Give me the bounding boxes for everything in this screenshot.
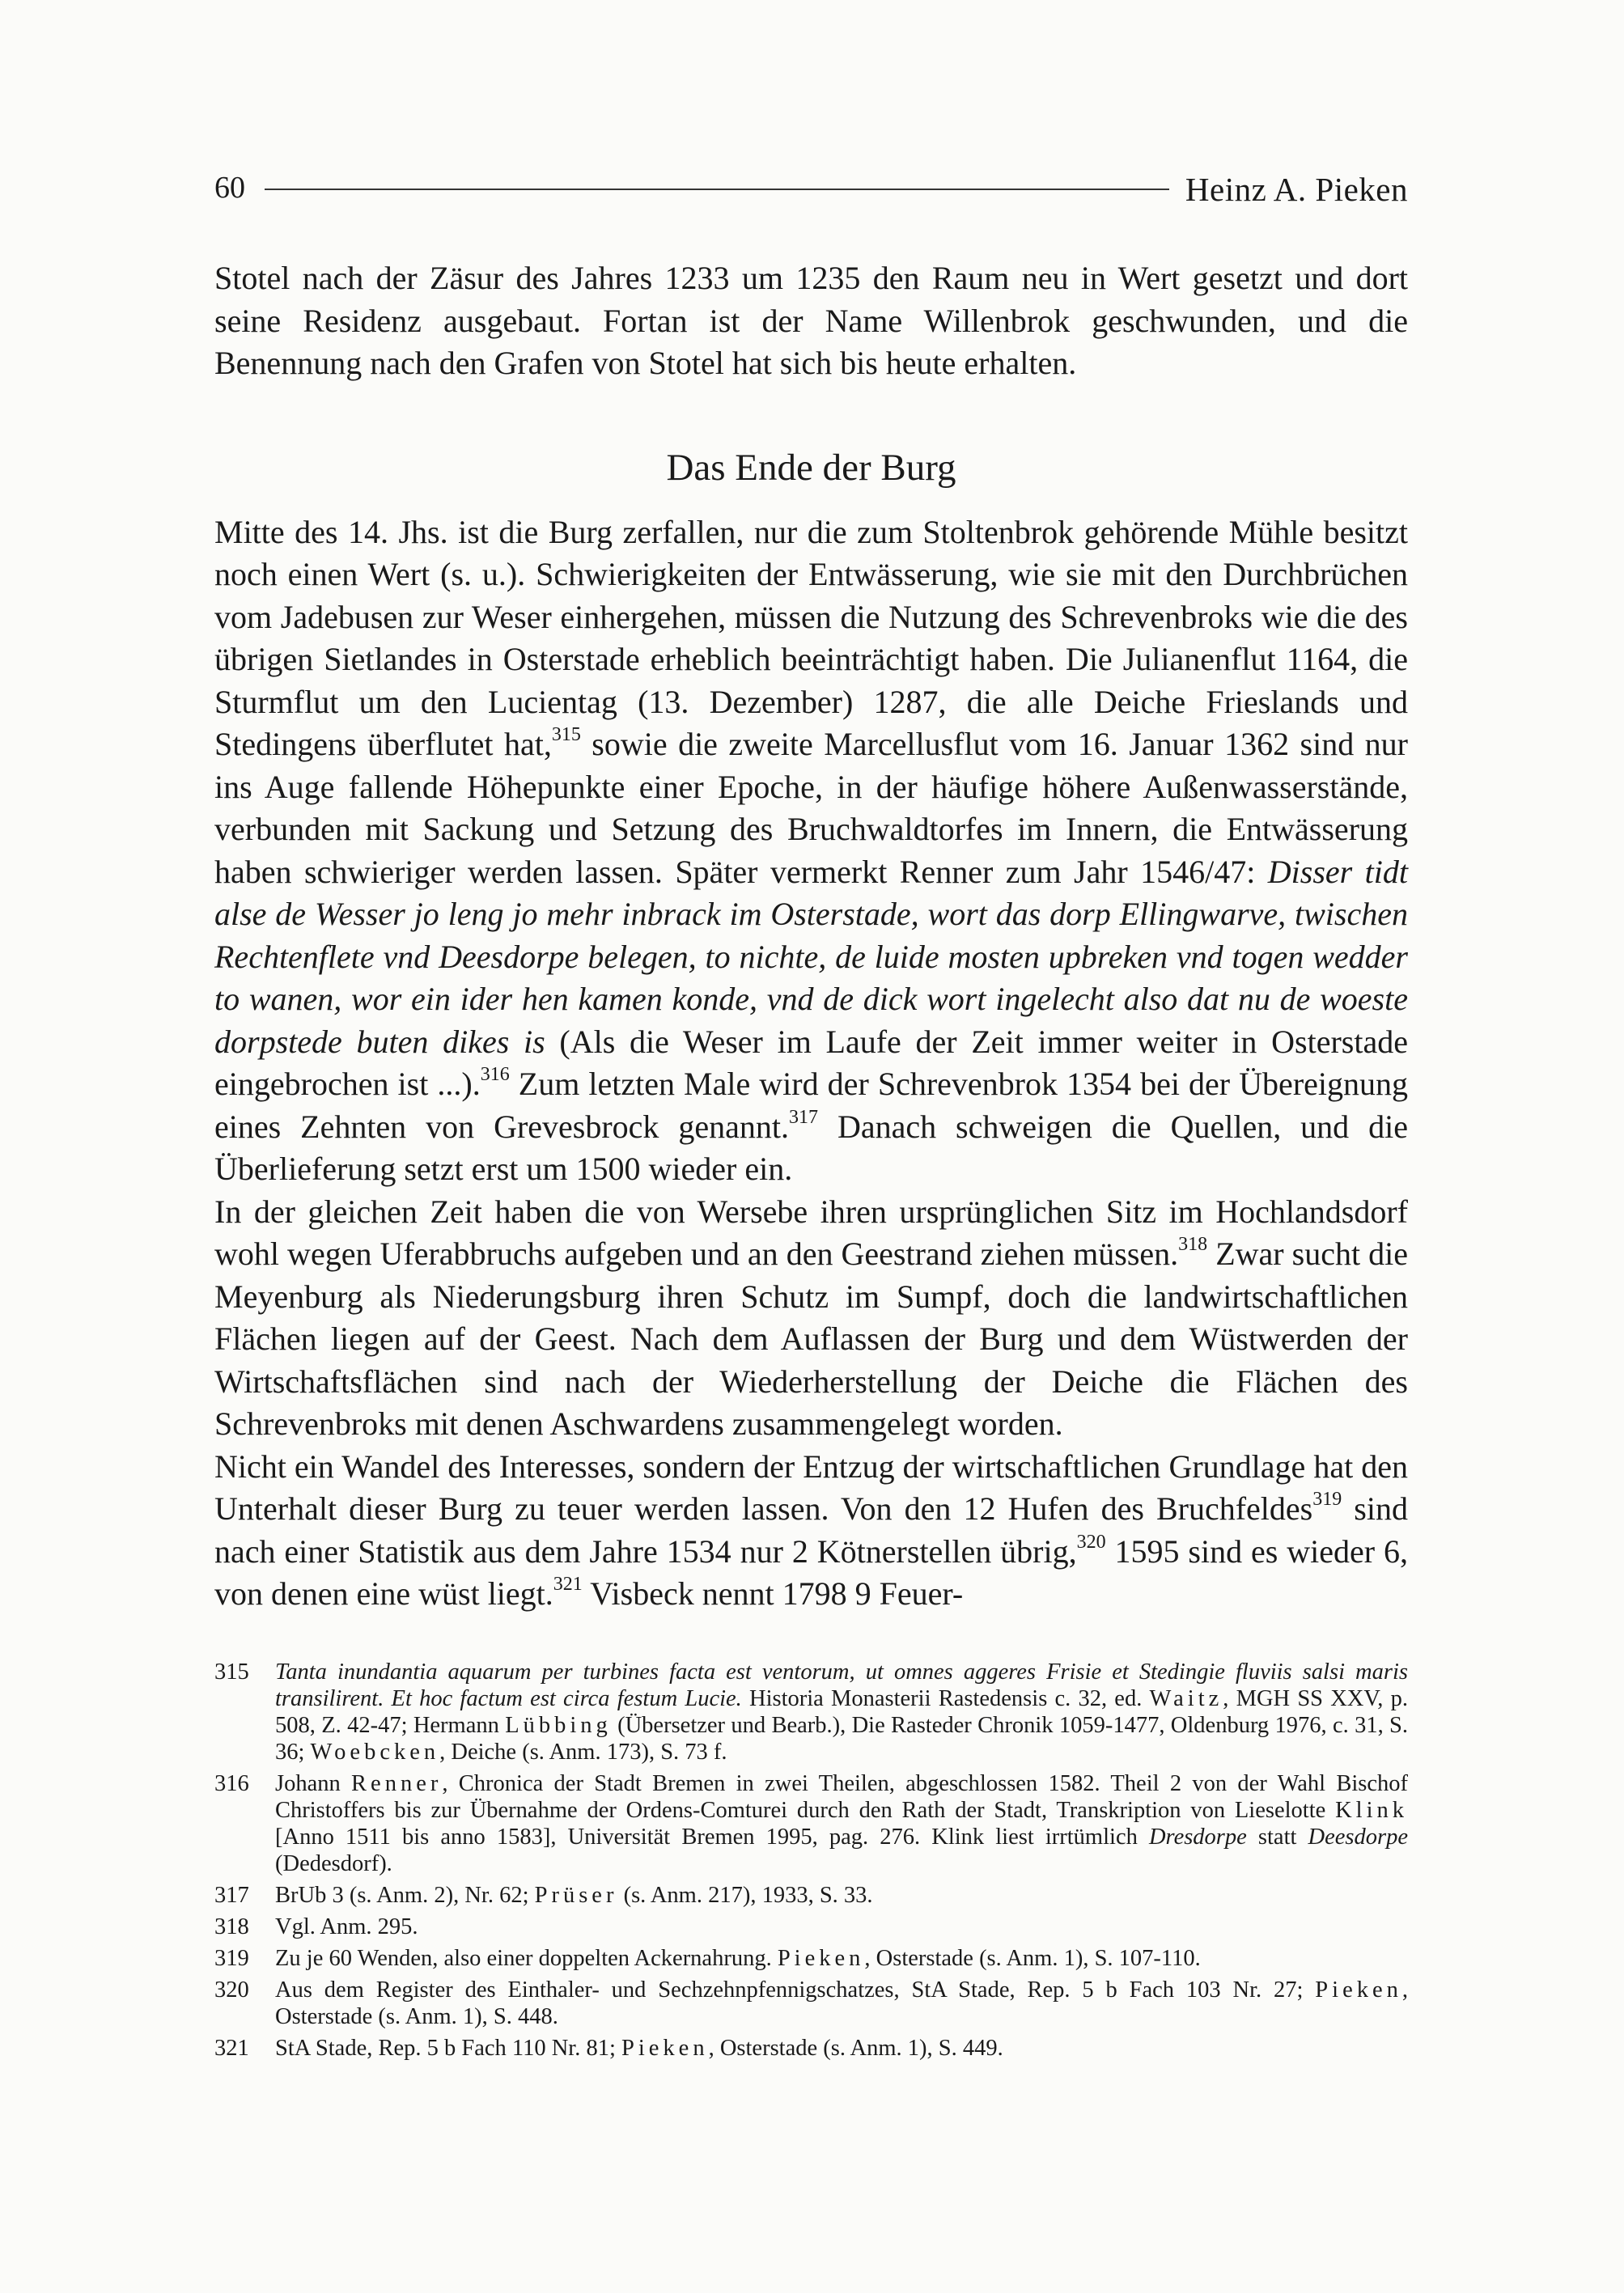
footnote-number: 318 [214, 1914, 249, 1939]
author-name: Klink [1335, 1798, 1408, 1823]
footnotes [214, 1659, 1408, 2066]
paragraph-3-text-c: 1595 sind es wieder 6, von denen eine wüst liegt. [214, 1532, 1409, 1612]
paragraph-1-text-c: (Als die Weser im Laufe der Zeit immer weiter in Osterstade eingebrochen ist ...). [214, 1023, 1408, 1102]
page-number: 60 [214, 171, 245, 205]
footnote-text: , Osterstade (s. Anm. 1), S. 448. [275, 1977, 1408, 2029]
footnote-ref-319[interactable]: 319 [1312, 1489, 1342, 1510]
footnote-315 [214, 1659, 1408, 1765]
footnote-text: Vgl. Anm. 295. [275, 1914, 418, 1939]
paragraph-2-text-b: Zwar sucht die Meyenburg als Niederungsburg ihren Schutz im Sumpf, doch die landwirtschaftlichen Flächen liegen auf der Geest. Nach dem Auflassen der Burg und dem Wüstwerden der Wirtschaftsflächen sind nach der Wiederherstellung der Deiche die Flächen des Schrevenbroks mit denen Aschwardens zusammengelegt worden. [214, 1236, 1408, 1442]
author-name: Lübbing [505, 1713, 612, 1738]
footnote-text: (Dedesdorf). [275, 1851, 392, 1876]
footnote-ref-317[interactable]: 317 [789, 1106, 818, 1128]
footnote-number: 321 [214, 2036, 249, 2061]
paragraph-3-text-d: Visbeck nennt 1798 9 Feuer- [582, 1575, 964, 1612]
footnote-ref-316[interactable]: 316 [480, 1064, 510, 1085]
footnote-latin-quote: Tanta inundantia aquarum per turbines facta est ventorum, ut omnes aggeres Frisie et Stedingie fluviis salsi maris transilirent. Et hoc factum est circa festum Lucie. [275, 1659, 1408, 1711]
footnote-318 [214, 1914, 1408, 1940]
paragraph-1 [214, 511, 1408, 1191]
author-name: Pieken [1315, 1977, 1402, 2003]
footnote-text: , Chronica der Stadt Bremen in zwei Theilen, abgeschlossen 1582. Theil 2 von der Wahl Bischof Christoffers bis zur Übernahme der Ordens-Comturei durch den Rath der Stadt, Transkription von Lieselotte [275, 1771, 1408, 1823]
author-name: Pieken [777, 1946, 865, 1971]
footnote-italic: Dresdorpe [1148, 1825, 1247, 1850]
paragraph-3 [214, 1446, 1408, 1616]
author-name: Pieken [621, 2036, 709, 2061]
footnote-319 [214, 1945, 1408, 1972]
footnote-number: 316 [214, 1771, 249, 1796]
footnote-text: , Osterstade (s. Anm. 1), S. 107-110. [864, 1946, 1201, 1971]
footnote-text: Johann [275, 1771, 352, 1796]
author-name: Renner [351, 1771, 443, 1796]
footnote-text: Aus dem Register des Einthaler- und Sechzehnpfennigschatzes, StA Stade, Rep. 5 b Fach 103 Nr. 27; [275, 1977, 1316, 2003]
author-name: Prüser [534, 1883, 618, 1908]
footnote-text: , MGH SS XXV, p. 508, Z. 42-47; Hermann [275, 1686, 1408, 1738]
footnote-ref-315[interactable]: 315 [551, 724, 581, 745]
author-name: Waitz [1149, 1686, 1223, 1711]
paragraph-3-text-a: Nicht ein Wandel des Interesses, sondern der Entzug der wirtschaftlichen Grundlage hat den Unterhalt dieser Burg zu teuer werden lassen. Von den 12 Hufen des Bruchfeldes [214, 1447, 1408, 1527]
footnote-number: 315 [214, 1659, 249, 1685]
paragraph-3-text-b: sind nach einer Statistik aus dem Jahre 1534 nur 2 Kötnerstellen übrig, [214, 1490, 1408, 1570]
paragraph-1-text-a: Mitte des 14. Jhs. ist die Burg zerfallen, nur die zum Stoltenbrok gehörende Mühle besitzt noch einen Wert (s. u.). Schwierigkeiten der Entwässerung, wie sie mit den Durchbrüchen vom Jadebusen zur Weser einhergehen, müssen die Nutzung des Schrevenbroks wie die des übrigen Sietlandes in Osterstade erheblich beeinträchtigt haben. Die Julianenflut 1164, die Sturmflut um den Lucientag (13. Dezember) 1287, die alle Deiche Frieslands und Stedingens überflutet hat, [214, 513, 1408, 762]
footnote-italic: Deesdorpe [1308, 1825, 1408, 1850]
running-head-author: Heinz A. Pieken [1185, 171, 1408, 208]
footnote-316 [214, 1770, 1408, 1877]
paragraph-1-text-d: Zum letzten Male wird der Schrevenbrok 1354 bei der Übereignung eines Zehnten von Grevesbrock genannt. [214, 1066, 1409, 1145]
footnote-text: Historia Monasterii Rastedensis c. 32, ed. [741, 1686, 1150, 1711]
footnote-number: 317 [214, 1883, 249, 1908]
footnote-320 [214, 1977, 1408, 2030]
paragraph-1-text-b: sowie die zweite Marcellusflut vom 16. Januar 1362 sind nur ins Auge fallende Höhepunkte einer Epoche, in der häufige höhere Außenwasserstände, verbunden mit Sackung und Setzung des Bruchwaldtorfes im Innern, die Entwässerung haben schwieriger werden lassen. Später vermerkt Renner zum Jahr 1546/47: [214, 726, 1408, 890]
paragraph-2 [214, 1191, 1408, 1446]
footnote-text: BrUb 3 (s. Anm. 2), Nr. 62; [275, 1883, 535, 1908]
footnote-text: [Anno 1511 bis anno 1583], Universität Bremen 1995, pag. 276. Klink liest irrtümlich [275, 1825, 1149, 1850]
footnote-text: statt [1246, 1825, 1308, 1850]
main-text [214, 257, 1408, 1616]
footnote-ref-318[interactable]: 318 [1178, 1234, 1208, 1255]
footnote-321 [214, 2035, 1408, 2062]
footnote-text: , Deiche (s. Anm. 173), S. 73 f. [439, 1740, 727, 1765]
footnote-text: , Osterstade (s. Anm. 1), S. 449. [708, 2036, 1003, 2061]
paragraph-1-text-e: Danach schweigen die Quellen, und die Überlieferung setzt erst um 1500 wieder ein. [214, 1108, 1408, 1187]
section-heading: Das Ende der Burg [666, 446, 956, 489]
running-header [214, 170, 1408, 210]
intro-paragraph: Stotel nach der Zäsur des Jahres 1233 um 1235 den Raum neu in Wert gesetzt und dort seine Residenz ausgebaut. Fortan ist der Name Willenbrok geschwunden, und die Benennung nach den Grafen von Stotel hat sich bis heute erhalten. [214, 260, 1408, 381]
footnote-text: Zu je 60 Wenden, also einer doppelten Ackernahrung. [275, 1946, 778, 1971]
footnote-text: (s. Anm. 217), 1933, S. 33. [617, 1883, 873, 1908]
footnote-number: 320 [214, 1977, 249, 2003]
author-name: Woebcken [310, 1740, 440, 1765]
footnote-text: (Übersetzer und Bearb.), Die Rasteder Chronik 1059-1477, Oldenburg 1976, c. 31, S. 36; [275, 1713, 1408, 1765]
footnote-number: 319 [214, 1946, 249, 1971]
footnote-text: StA Stade, Rep. 5 b Fach 110 Nr. 81; [275, 2036, 622, 2061]
header-rule [265, 189, 1169, 190]
footnote-ref-321[interactable]: 321 [553, 1574, 583, 1595]
renner-quote: Disser tidt alse de Wesser jo leng jo mehr inbrack im Osterstade, wort das dorp Ellingwarve, twischen Rechtenflete vnd Deesdorpe belegen, to nichte, de luide mosten upbreken vnd togen wedder to wanen, wor ein ider hen kamen konde, vnd de dick wort ingelecht also dat nu de woeste dorpstede buten dikes is [214, 853, 1408, 1060]
footnote-317 [214, 1882, 1408, 1909]
footnote-ref-320[interactable]: 320 [1076, 1531, 1106, 1553]
paragraph-2-text-a: In der gleichen Zeit haben die von Wersebe ihren ursprünglichen Sitz im Hochlandsdorf wohl wegen Uferabbruchs aufgeben und an den Geestrand ziehen müssen. [214, 1193, 1408, 1272]
